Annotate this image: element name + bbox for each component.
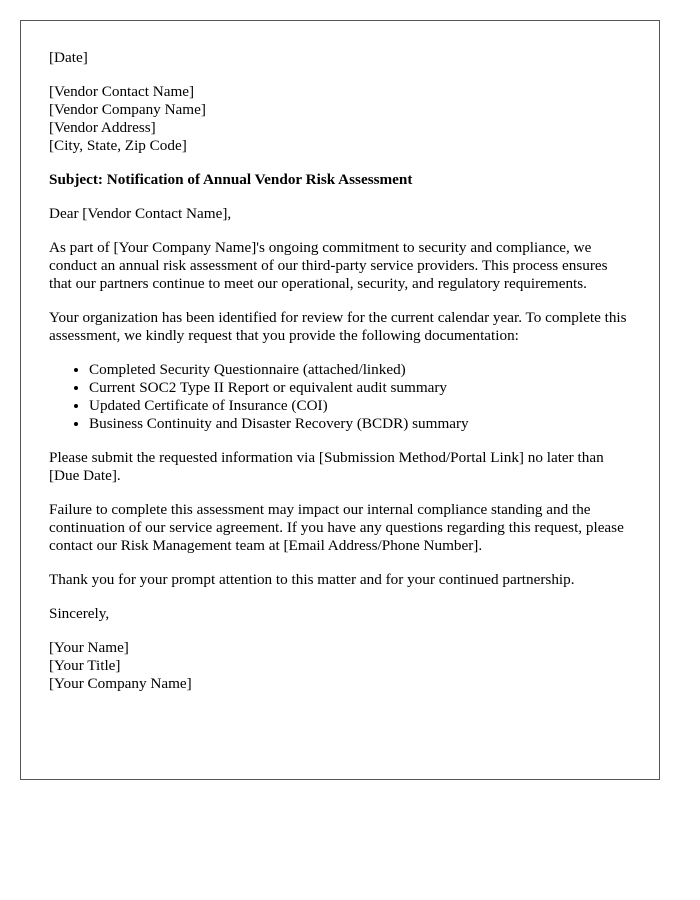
list-item: • Completed Security Questionnaire (attached/linked) <box>89 361 631 379</box>
paragraph-thanks: Thank you for your prompt attention to this matter and for your continued partnership. <box>49 571 575 588</box>
letter-document <box>20 20 660 780</box>
recipient-address: [Vendor Address] <box>49 119 156 136</box>
signature-company: [Your Company Name] <box>49 675 192 692</box>
list-item: • Business Continuity and Disaster Recovery (BCDR) summary <box>89 415 631 433</box>
signature-title: [Your Title] <box>49 657 121 674</box>
paragraph-request: Your organization has been identified for review for the current calendar year. To complete this assessment, we kindly request that you provide the following documentation: <box>49 309 627 344</box>
list-item: • Current SOC2 Type II Report or equivalent audit summary <box>89 379 631 397</box>
paragraph-submit: Please submit the requested information via [Submission Method/Portal Link] no later than [Due Date]. <box>49 449 604 484</box>
letter-salutation: Dear [Vendor Contact Name], <box>49 205 232 222</box>
signature-block <box>49 639 631 693</box>
paragraph-intro: As part of [Your Company Name]'s ongoing commitment to security and compliance, we conduct an annual risk assessment of our third-party service providers. This process ensures that our partners continue to meet our operational, security, and regulatory requirements. <box>49 239 608 292</box>
letter-subject: Subject: Notification of Annual Vendor Risk Assessment <box>49 171 413 188</box>
recipient-company-name: [Vendor Company Name] <box>49 101 206 118</box>
documentation-list <box>49 361 631 433</box>
letter-date: [Date] <box>49 49 88 66</box>
signature-name: [Your Name] <box>49 639 129 656</box>
recipient-contact-name: [Vendor Contact Name] <box>49 83 195 100</box>
paragraph-failure: Failure to complete this assessment may impact our internal compliance standing and the continuation of our service agreement. If you have any questions regarding this request, please contact our Risk Management team at [Email Address/Phone Number]. <box>49 501 624 554</box>
letter-closing: Sincerely, <box>49 605 110 622</box>
recipient-city-state-zip: [City, State, Zip Code] <box>49 137 187 154</box>
recipient-address-block <box>49 83 631 155</box>
list-item: • Updated Certificate of Insurance (COI) <box>89 397 631 415</box>
